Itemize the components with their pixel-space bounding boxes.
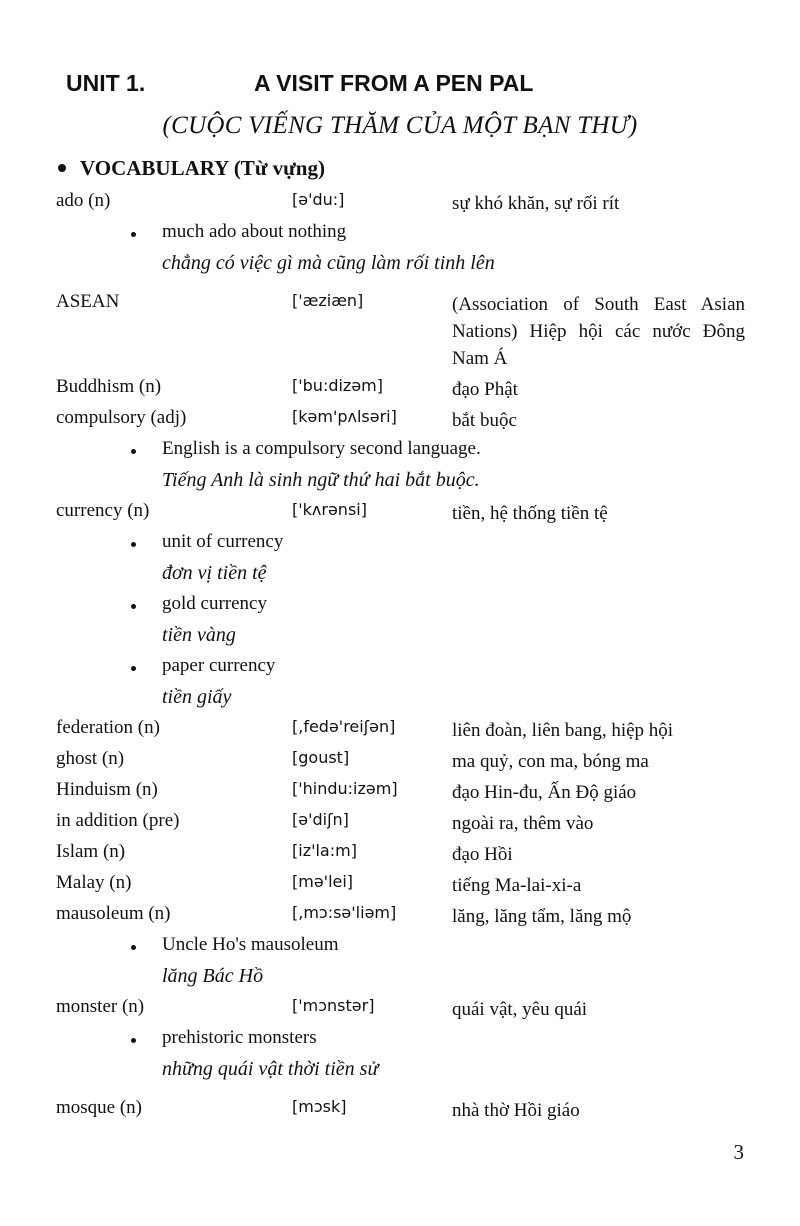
vocab-word: mausoleum (n)	[56, 903, 171, 924]
vocab-meaning: nhà thờ Hồi giáo	[452, 1100, 580, 1121]
vocab-entry	[0, 899, 800, 930]
vocab-meaning: đạo Hồi	[452, 844, 513, 865]
vocab-meaning: tiền, hệ thống tiền tệ	[452, 503, 608, 524]
vocab-entry	[0, 713, 800, 744]
section-title: VOCABULARY (Từ vựng)	[80, 156, 325, 180]
vocab-entry	[0, 496, 800, 527]
bullet-icon	[131, 604, 136, 609]
vocab-pronunciation: [ə'diʃn]	[292, 810, 349, 829]
vocab-word: compulsory (adj)	[56, 407, 187, 428]
example-english: prehistoric monsters	[162, 1027, 317, 1048]
example-english: Uncle Ho's mausoleum	[162, 934, 339, 955]
bullet-icon	[131, 542, 136, 547]
vocab-pronunciation: [kəm'pʌlsəri]	[292, 407, 397, 426]
vocab-word: ado (n)	[56, 190, 111, 211]
vocab-word: Buddhism (n)	[56, 376, 162, 397]
vocab-meaning: ngoài ra, thêm vào	[452, 813, 594, 834]
vocab-meaning: quái vật, yêu quái	[452, 999, 588, 1020]
example-vietnamese: Tiếng Anh là sinh ngữ thứ hai bắt buộc.	[162, 469, 480, 491]
vocab-word: ghost (n)	[56, 748, 125, 769]
vocab-pronunciation: [,mɔ:sə'liəm]	[292, 903, 397, 922]
vocab-word: currency (n)	[56, 500, 150, 521]
example	[0, 434, 800, 496]
vocab-entry	[0, 744, 800, 775]
vocab-meaning: đạo Phật	[452, 379, 518, 400]
vocab-pronunciation: [ə'du:]	[292, 190, 345, 209]
vocab-pronunciation: ['æziæn]	[292, 291, 364, 310]
example-vietnamese: chẳng có việc gì mà cũng làm rối tinh lên	[162, 252, 495, 274]
example	[0, 930, 800, 992]
vocab-pronunciation: ['kʌrənsi]	[292, 500, 367, 519]
unit-subtitle: (CUỘC VIẾNG THĂM CỦA MỘT BẠN THƯ)	[162, 112, 638, 139]
vocab-word: Hinduism (n)	[56, 779, 158, 800]
vocabulary-list	[0, 186, 800, 1124]
vocab-entry	[0, 775, 800, 806]
example-english: paper currency	[162, 655, 276, 676]
vocab-pronunciation: ['bu:dizəm]	[292, 376, 383, 395]
vocab-entry	[0, 403, 800, 434]
example-english: much ado about nothing	[162, 221, 347, 242]
bullet-icon	[131, 945, 136, 950]
vocab-pronunciation: ['mɔnstər]	[292, 996, 375, 1015]
example-vietnamese: tiền giấy	[162, 686, 232, 708]
example-vietnamese: đơn vị tiền tệ	[162, 562, 267, 584]
section-heading	[58, 156, 325, 181]
vocab-meaning: sự khó khăn, sự rối rít	[452, 193, 620, 214]
vocab-meaning: bắt buộc	[452, 410, 517, 431]
example-vietnamese: lăng Bác Hồ	[162, 965, 264, 987]
vocab-word: mosque (n)	[56, 1097, 143, 1118]
example-english: gold currency	[162, 593, 267, 614]
example-english: unit of currency	[162, 531, 284, 552]
example	[0, 651, 800, 713]
vocab-entry	[0, 287, 800, 372]
example-vietnamese: những quái vật thời tiền sử	[162, 1058, 379, 1080]
unit-heading	[66, 70, 760, 102]
example-english: English is a compulsory second language.	[162, 438, 481, 459]
vocab-meaning: lăng, lăng tẩm, lăng mộ	[452, 906, 632, 927]
vocab-meaning: tiếng Ma-lai-xi-a	[452, 875, 582, 896]
vocab-word: in addition (pre)	[56, 810, 180, 831]
vocab-entry	[0, 868, 800, 899]
example	[0, 527, 800, 589]
vocab-pronunciation: [iz'la:m]	[292, 841, 357, 860]
vocab-word: Malay (n)	[56, 872, 132, 893]
vocab-entry	[0, 372, 800, 403]
bullet-icon	[131, 232, 136, 237]
vocab-entry	[0, 1093, 800, 1124]
vocab-pronunciation: ['hindu:izəm]	[292, 779, 398, 798]
vocab-pronunciation: [mɔsk]	[292, 1097, 347, 1116]
vocab-word: Islam (n)	[56, 841, 126, 862]
bullet-icon	[131, 1038, 136, 1043]
bullet-icon	[131, 449, 136, 454]
vocab-pronunciation: [mə'lei]	[292, 872, 354, 891]
vocab-entry	[0, 186, 800, 217]
vocab-meaning: đạo Hin-đu, Ấn Độ giáo	[452, 782, 637, 803]
vocab-entry	[0, 806, 800, 837]
bullet-icon	[131, 666, 136, 671]
vocab-word: federation (n)	[56, 717, 160, 738]
vocab-pronunciation: [,fedə'reiʃən]	[292, 717, 396, 736]
vocab-meaning: (Association of South East Asian Nations) Hiệp hội các nước Đông Nam Á	[452, 294, 745, 369]
example	[0, 217, 800, 279]
vocab-word: ASEAN	[56, 291, 120, 312]
vocab-pronunciation: [goust]	[292, 748, 350, 767]
unit-title: A VISIT FROM A PEN PAL	[254, 70, 534, 96]
vocab-meaning: liên đoàn, liên bang, hiệp hội	[452, 720, 674, 741]
bullet-icon	[58, 164, 66, 172]
vocab-entry	[0, 992, 800, 1023]
vocab-meaning: ma quỷ, con ma, bóng ma	[452, 751, 649, 772]
page-number: 3	[733, 1140, 744, 1164]
unit-label: UNIT 1.	[66, 70, 146, 96]
vocab-entry	[0, 837, 800, 868]
example-vietnamese: tiền vàng	[162, 624, 236, 646]
example	[0, 1023, 800, 1085]
vocab-word: monster (n)	[56, 996, 145, 1017]
example	[0, 589, 800, 651]
